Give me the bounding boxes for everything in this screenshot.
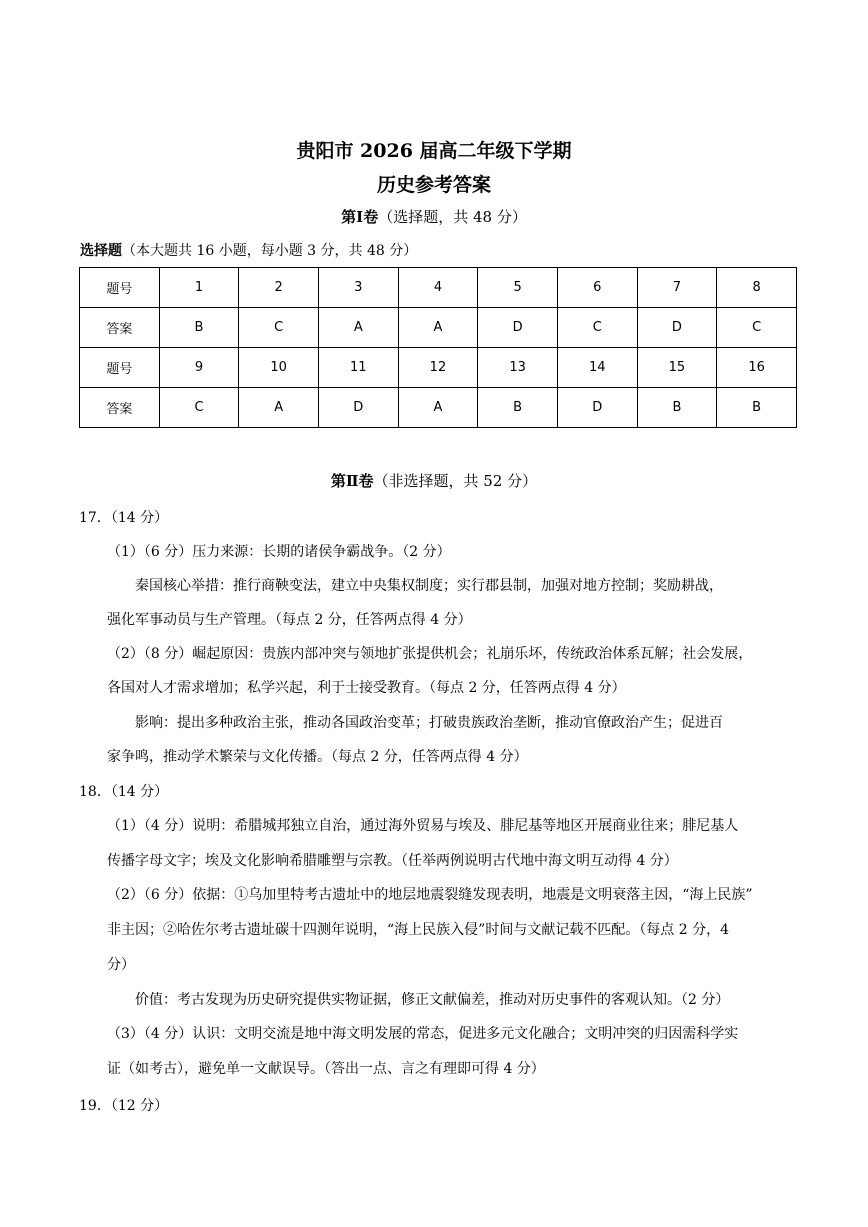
part2-note: （非选择题，共 52 分） — [373, 472, 538, 490]
table-cell: 11 — [318, 348, 398, 388]
table-cell: 15 — [637, 348, 717, 388]
table-cell: D — [318, 388, 398, 428]
part1-label: 第Ⅰ卷 — [341, 208, 379, 226]
answer-line: 非主因；②哈佐尔考古遗址碳十四测年说明，“海上民族入侵”时间与文献记载不匹配。（每点 2 分，4 — [107, 922, 730, 938]
table-cell: A — [318, 308, 398, 348]
table-cell: 7 — [637, 268, 717, 308]
answer-row — [80, 388, 797, 428]
choice-label: 选择题 — [80, 243, 122, 259]
table-cell: 1 — [159, 268, 239, 308]
row-header-cell: 答案 — [80, 308, 160, 348]
question-19-heading: 19．（12 分） — [79, 1098, 169, 1114]
table-cell: D — [557, 388, 637, 428]
table-cell: B — [717, 388, 797, 428]
table-cell: A — [398, 308, 478, 348]
answer-line: 价值：考古发现为历史研究提供实物证据，修正文献偏差，推动对历史事件的客观认知。（2 分） — [135, 992, 730, 1008]
table-cell: 14 — [557, 348, 637, 388]
part1-note: （选择题，共 48 分） — [378, 208, 527, 226]
table-cell: 4 — [398, 268, 478, 308]
table-cell: A — [239, 388, 319, 428]
choice-section-intro — [80, 240, 417, 260]
answer-table — [79, 267, 797, 428]
table-cell: 8 — [717, 268, 797, 308]
answer-line: 秦国核心举措：推行商鞅变法，建立中央集权制度；实行郡县制，加强对地方控制；奖励耕战， — [135, 578, 723, 594]
table-cell: C — [717, 308, 797, 348]
table-cell: 9 — [159, 348, 239, 388]
table-cell: 2 — [239, 268, 319, 308]
part2-heading — [0, 470, 868, 491]
question-18-heading: 18．（14 分） — [79, 784, 169, 800]
table-cell: B — [637, 388, 717, 428]
row-header-cell: 答案 — [80, 388, 160, 428]
table-cell: C — [557, 308, 637, 348]
choice-note: （本大题共 16 小题，每小题 3 分，共 48 分） — [122, 243, 418, 259]
answer-line: 强化军事动员与生产管理。（每点 2 分，任答两点得 4 分） — [107, 612, 472, 628]
document-title: 贵阳市 2026 届高二年级下学期 — [296, 140, 572, 162]
row-header-cell: 题号 — [80, 268, 160, 308]
table-cell: D — [637, 308, 717, 348]
question-17-heading: 17．（14 分） — [79, 510, 169, 526]
table-cell: 6 — [557, 268, 637, 308]
answer-line: 分） — [107, 957, 135, 973]
answer-line: 家争鸣，推动学术繁荣与文化传播。（每点 2 分，任答两点得 4 分） — [107, 749, 528, 765]
part2-label: 第Ⅱ卷 — [330, 472, 374, 490]
table-cell: B — [159, 308, 239, 348]
table-cell: 3 — [318, 268, 398, 308]
table-cell: B — [478, 388, 558, 428]
answer-line: 各国对人才需求增加；私学兴起，利于士接受教育。（每点 2 分，任答两点得 4 分） — [107, 680, 626, 696]
table-cell: D — [478, 308, 558, 348]
table-cell: A — [398, 388, 478, 428]
answer-line: 证（如考古），避免单一文献误导。（答出一点、言之有理即可得 4 分） — [107, 1061, 545, 1077]
question-number-row — [80, 268, 797, 308]
answer-line: （2）（8 分）崛起原因：贵族内部冲突与领地扩张提供机会；礼崩乐坏，传统政治体系瓦解；社会发展， — [107, 646, 753, 662]
document-subtitle: 历史参考答案 — [376, 174, 491, 196]
table-cell: C — [159, 388, 239, 428]
answer-line: （1）（4 分）说明：希腊城邦独立自治，通过海外贸易与埃及、腓尼基等地区开展商业往来；腓尼基人 — [107, 818, 739, 834]
part1-heading — [0, 206, 868, 227]
question-number-row — [80, 348, 797, 388]
row-header-cell: 题号 — [80, 348, 160, 388]
table-cell: 13 — [478, 348, 558, 388]
answer-line: 影响：提出多种政治主张，推动各国政治变革；打破贵族政治垄断，推动官僚政治产生；促进百 — [135, 715, 723, 731]
table-cell: 10 — [239, 348, 319, 388]
table-cell: C — [239, 308, 319, 348]
table-cell: 12 — [398, 348, 478, 388]
answer-line: （2）（6 分）依据：①乌加里特考古遗址中的地层地震裂缝发现表明，地震是文明衰落主因，“海上民族” — [107, 887, 753, 903]
answer-line: 传播字母文字；埃及文化影响希腊雕塑与宗教。（任举两例说明古代地中海文明互动得 4 分） — [107, 853, 678, 869]
answer-row — [80, 308, 797, 348]
table-cell: 16 — [717, 348, 797, 388]
answer-line: （1）（6 分）压力来源：长期的诸侯争霸战争。（2 分） — [107, 544, 451, 560]
table-cell: 5 — [478, 268, 558, 308]
answer-line: （3）（4 分）认识：文明交流是地中海文明发展的常态，促进多元文化融合；文明冲突的归因需科学实 — [107, 1026, 739, 1042]
